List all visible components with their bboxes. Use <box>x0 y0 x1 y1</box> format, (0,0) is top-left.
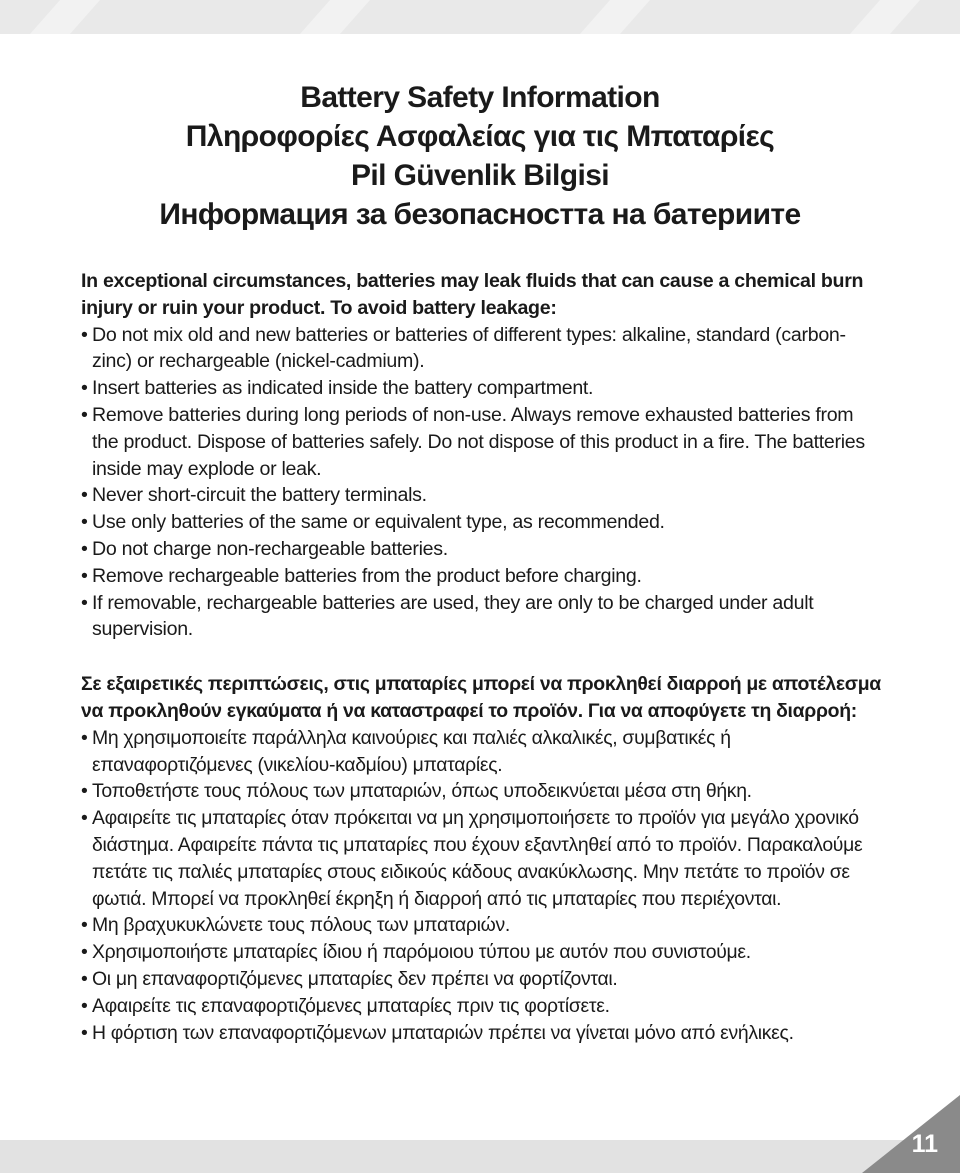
list-item: • Insert batteries as indicated inside the battery compartment. <box>81 375 881 402</box>
title-english: Battery Safety Information <box>300 81 660 114</box>
content <box>81 268 881 1046</box>
title-block <box>0 78 960 234</box>
greek-section <box>81 671 881 1046</box>
list-item: • Η φόρτιση των επαναφορτιζόμενων μπαταριών πρέπει να γίνεται μόνο από ενήλικες. <box>81 1020 881 1047</box>
english-section <box>81 268 881 643</box>
list-item: • Χρησιμοποιήστε μπαταρίες ίδιου ή παρόμοιου τύπου με αυτόν που συνιστούμε. <box>81 939 881 966</box>
list-item: • Use only batteries of the same or equivalent type, as recommended. <box>81 509 881 536</box>
title-turkish: Pil Güvenlik Bilgisi <box>350 159 610 192</box>
list-item: • Τοποθετήστε τους πόλους των μπαταριών, όπως υποδεικνύεται μέσα στη θήκη. <box>81 778 881 805</box>
title-bulgarian: Информация за безопасността на батериите <box>159 198 801 231</box>
page-number: 11 <box>911 1130 938 1158</box>
chevron-pattern <box>0 0 960 34</box>
list-item: • Do not charge non-rechargeable batteries. <box>81 536 881 563</box>
list-item: • Αφαιρείτε τις μπαταρίες όταν πρόκειται να μη χρησιμοποιήσετε το προϊόν για μεγάλο χρονικό διάστημα. Αφαιρείτε πάντα τις μπαταρίες που έχουν εξαντληθεί από το προϊόν. Παρακαλούμε πετάτε τις παλιές μπαταρίες στους ειδικούς κάδους ανακύκλωσης. Μην πετάτε το προϊόν σε φωτιά. Μπορεί να προκληθεί έκρηξη ή διαρροή από τις μπαταρίες που περιέχονται. <box>81 805 881 912</box>
list-item: • Αφαιρείτε τις επαναφορτιζόμενες μπαταρίες πριν τις φορτίσετε. <box>81 993 881 1020</box>
list-item: • Μη χρησιμοποιείτε παράλληλα καινούριες και παλιές αλκαλικές, συμβατικές ή επαναφορτιζόμενες (νικελίου-καδμίου) μπαταρίες. <box>81 725 881 779</box>
english-list <box>81 322 881 644</box>
list-item: • Οι μη επαναφορτιζόμενες μπαταρίες δεν πρέπει να φορτίζονται. <box>81 966 881 993</box>
bottom-decorative-band <box>0 1140 960 1173</box>
list-item: • If removable, rechargeable batteries are used, they are only to be charged under adult supervision. <box>81 590 881 644</box>
list-item: • Never short-circuit the battery terminals. <box>81 482 881 509</box>
list-item: • Do not mix old and new batteries or batteries of different types: alkaline, standard (carbon-zinc) or rechargeable (nickel-cadmium). <box>81 322 881 376</box>
greek-intro: Σε εξαιρετικές περιπτώσεις, στις μπαταρίες μπορεί να προκληθεί διαρροή με αποτέλεσμα να προκληθούν εγκαύματα ή να καταστραφεί το προϊόν. Για να αποφύγετε τη διαρροή: <box>81 673 881 722</box>
title-greek: Πληροφορίες Ασφαλείας για τις Μπαταρίες <box>185 120 775 153</box>
top-decorative-band <box>0 0 960 34</box>
list-item: • Μη βραχυκυκλώνετε τους πόλους των μπαταριών. <box>81 912 881 939</box>
greek-list <box>81 725 881 1047</box>
list-item: • Remove rechargeable batteries from the product before charging. <box>81 563 881 590</box>
list-item: • Remove batteries during long periods of non-use. Always remove exhausted batteries from the product. Dispose of batteries safely. Do not dispose of this product in a fire. The batteries inside may explode or leak. <box>81 402 881 482</box>
english-intro: In exceptional circumstances, batteries may leak fluids that can cause a chemical burn injury or ruin your product. To avoid battery leakage: <box>81 270 864 319</box>
